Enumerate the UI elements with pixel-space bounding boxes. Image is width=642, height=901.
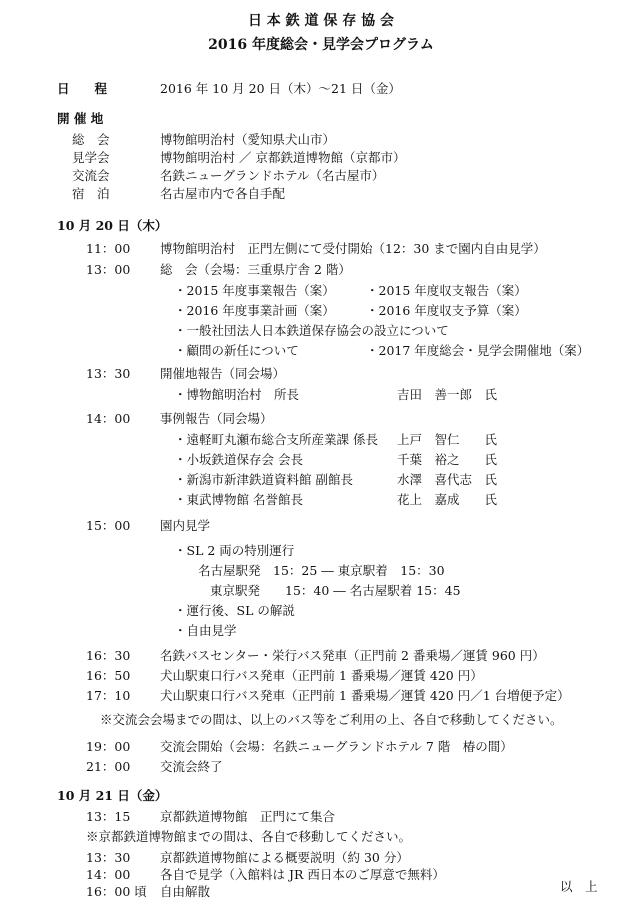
venue-label-social: 交流会 [72,168,110,183]
schedule-label: 日 程 [57,81,108,96]
day1-heading: 10 月 20 日（木） [57,218,168,233]
agenda-item: ・2016 年度収支予算（案） [366,303,527,318]
agenda-item: ・一般社団法人日本鉄道保存協会の設立について [174,323,449,338]
agenda-item: ・2015 年度収支報告（案） [366,283,527,298]
event-dismissal: 自由解散 [160,884,211,899]
case-report-name: 上戸 智仁 氏 [397,432,498,447]
venue-value-tour: 博物館明治村 ／ 京都鉄道博物館（京都市） [160,150,406,165]
time-2100: 21：00 [86,759,131,774]
time-1900: 19：00 [86,739,131,754]
event-assembly: 京都鉄道博物館 正門にて集合 [160,809,336,824]
event-park-tour: 園内見学 [160,518,211,533]
schedule-value: 2016 年 10 月 20 日（木）〜21 日（金） [160,81,401,96]
agenda-item: ・2015 年度事業報告（案） [174,283,335,298]
sl-special-run: ・SL 2 両の特別運行 [174,543,295,558]
host-org: ・博物館明治村 所長 [174,387,300,402]
agenda-item: ・2017 年度総会・見学会開催地（案） [366,343,590,358]
event-reception: 博物館明治村 正門左側にて受付開始（12：30 まで園内自由見学） [160,241,546,256]
time-1630: 16：30 [86,648,131,663]
venue-value-stay: 名古屋市内で各自手配 [160,186,286,201]
event-social-start: 交流会開始（会場：名鉄ニューグランドホテル 7 階 椿の間） [160,739,513,754]
bus-sakae: 名鉄バスセンター・栄行バス発車（正門前 2 番乗場／運賃 960 円） [160,648,545,663]
time-1400-day2: 14：00 [86,867,131,882]
agenda-item: ・2016 年度事業計画（案） [174,303,335,318]
event-host-report: 開催地報告（同会場） [160,366,286,381]
time-1300: 13：00 [86,262,131,277]
time-1500: 15：00 [86,518,131,533]
event-self-tour: 各自で見学（入館料は JR 西日本のご厚意で無料） [160,867,445,882]
closing-mark: 以 上 [560,879,598,894]
case-report-name: 花上 嘉成 氏 [397,492,498,507]
case-report-org: ・遠軽町丸瀬布総合支所産業課 係長 [174,432,378,447]
venue-heading: 開 催 地 [57,111,104,126]
event-case-reports: 事例報告（同会場） [160,411,273,426]
venue-label-meeting: 総 会 [72,132,110,147]
bus-inuyama-1: 犬山駅東口行バス発車（正門前 1 番乗場／運賃 420 円） [160,668,483,683]
agenda-item: ・顧問の新任について [174,343,299,358]
time-1315: 13：15 [86,809,131,824]
org-title: 日 本 鉄 道 保 存 協 会 [247,13,395,29]
venue-value-meeting: 博物館明治村（愛知県犬山市） [160,132,336,147]
day2-transport-note: ※京都鉄道博物館までの間は、各自で移動してください。 [86,829,412,844]
event-social-end: 交流会終了 [160,759,223,774]
program-title: 2016 年度総会・見学会プログラム [208,37,434,53]
case-report-org: ・新潟市新津鉄道資料館 副館長 [174,472,353,487]
time-1330: 13：30 [86,366,131,381]
day1-transport-note: ※交流会会場までの間は、以上のバス等をご利用の上、各自で移動してください。 [100,712,563,727]
day2-heading: 10 月 21 日（金） [57,788,168,803]
case-report-org: ・小坂鉄道保存会 会長 [174,452,303,467]
free-tour: ・自由見学 [174,623,237,638]
time-1100: 11：00 [86,241,131,256]
time-1710: 17：10 [86,688,131,703]
sl-run-outbound: 名古屋駅発 15：25 ― 東京駅着 15：30 [198,563,445,578]
bus-inuyama-2: 犬山駅東口行バス発車（正門前 1 番乗場／運賃 420 円／1 台増便予定） [160,688,570,703]
host-name: 吉田 善一郎 氏 [397,387,498,402]
venue-label-stay: 宿 泊 [72,186,110,201]
time-1330-day2: 13：30 [86,850,131,865]
time-1400: 14：00 [86,411,131,426]
event-general-meeting: 総 会（会場：三重県庁舎 2 階） [160,262,351,277]
venue-label-tour: 見学会 [72,150,110,165]
venue-value-social: 名鉄ニューグランドホテル（名古屋市） [160,168,385,183]
time-1600: 16：00 頃 [86,884,147,899]
sl-commentary: ・運行後、SL の解説 [174,603,295,618]
case-report-name: 千葉 裕之 氏 [397,452,498,467]
case-report-org: ・東武博物館 名誉館長 [174,492,303,507]
sl-run-return: 東京駅発 15：40 ― 名古屋駅着 15：45 [210,583,461,598]
event-overview: 京都鉄道博物館による概要説明（約 30 分） [160,850,409,865]
time-1650: 16：50 [86,668,131,683]
case-report-name: 水澤 喜代志 氏 [397,472,498,487]
